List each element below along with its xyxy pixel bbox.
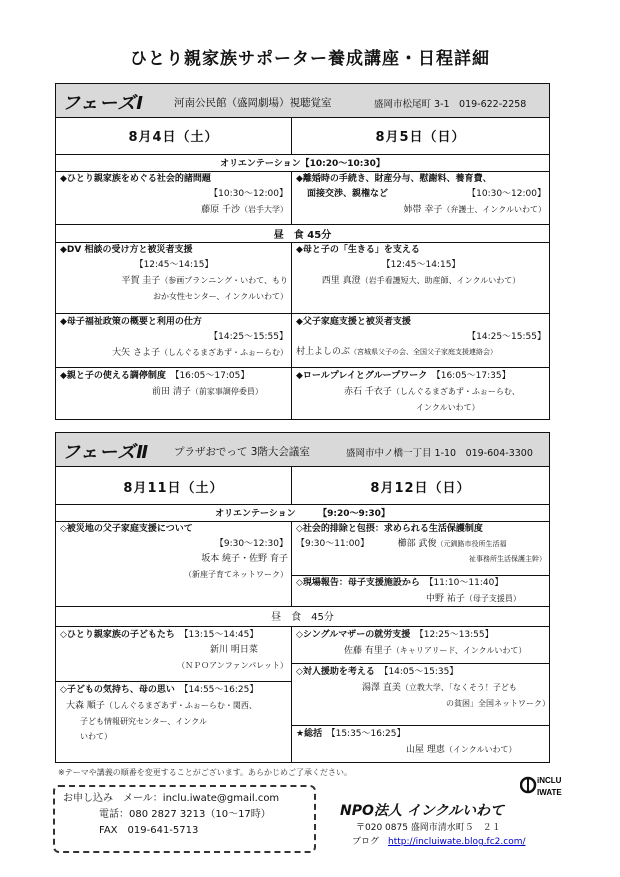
session-heading: ◇現場報告：母子支援施設から 【11:10～11:40】 (296, 578, 504, 588)
session-card (60, 172, 288, 218)
phase2-orientation: オリエンテーション 【9:20～9:30】 (215, 509, 390, 519)
session-affiliation: 祉事務所生活保護主幹） (469, 555, 546, 563)
session-affiliation: の貧困」全国ネットワーク） (446, 699, 550, 708)
blog-label: ブログ (352, 837, 380, 847)
session-affiliation: （新座子育てネットワーク） (184, 570, 288, 579)
session-speaker: 藤原 千沙（岩手大学） (201, 205, 288, 215)
session-card (60, 683, 288, 744)
session-card (296, 243, 546, 289)
session-speaker: 大森 順子（しんぐるまざあず・ふぉーらむ・関西、 (66, 701, 257, 711)
org-address: 〒020 0875 盛岡市清水町５ ２１ (356, 823, 501, 833)
phase1-header (56, 84, 549, 118)
phase2-panel (55, 432, 550, 763)
session-time: 【14:25～15:55】 (209, 332, 288, 342)
session-speaker: 大矢 さよ子（しんぐるまざあず・ふぉーらむ） (112, 348, 288, 358)
blog-link[interactable]: http://incluiwate.blog.fc2.com/ (388, 837, 526, 847)
contact-box (53, 785, 316, 853)
session-speaker: 坂本 純子・佐野 育子 (201, 554, 288, 564)
phase2-lunch: 昼 食 45分 (271, 612, 334, 623)
phase2-name: フェーズⅡ (62, 442, 150, 463)
phase1-orientation: オリエンテーション【10:20～10:30】 (220, 159, 385, 169)
session-speaker: 新川 明日菜 (210, 645, 258, 655)
session-speaker: 西里 真澄（岩手看護短大、助産師、インクルいわて） (321, 276, 521, 286)
phase2-day1: 8月11日（土） (123, 481, 224, 496)
session-card (60, 522, 288, 582)
session-card (296, 369, 546, 415)
session-card (296, 172, 546, 218)
inclu-logo-icon (520, 770, 570, 800)
session-speaker: 平賀 圭子（参画プランニング・いわて、もり (121, 276, 288, 286)
session-card (296, 576, 546, 607)
phase1-day1: 8月4日（土） (128, 130, 219, 145)
phase1-day2: 8月5日（日） (375, 130, 466, 145)
phase1-name: フェーズⅠ (62, 93, 144, 114)
session-title: ◆ひとり親家族をめぐる社会的諸問題 (60, 174, 211, 184)
session-affiliation: おか女性センター、インクルいわて） (153, 292, 288, 301)
session-title: ◇被災地の父子家庭支援について (60, 524, 193, 534)
session-card (60, 315, 288, 361)
session-title: ◇社会的排除と包摂：求められる生活保護制度 (296, 524, 483, 534)
session-time: 【10:30～12:00】 (467, 189, 546, 199)
session-time: 【9:30～12:30】 (214, 539, 288, 549)
session-heading: ◇ひとり親家族の子どもたち 【13:15～14:45】 (60, 630, 259, 640)
session-title-cont: 面接交渉、親権など (307, 189, 389, 199)
session-card (60, 369, 288, 400)
session-card (296, 727, 546, 758)
session-title: ◆DV 相談の受け方と被災者支援 (60, 245, 193, 255)
session-card (296, 315, 546, 360)
phase1-lunch: 昼 食 45分 (273, 230, 332, 241)
session-card (296, 665, 550, 711)
session-affiliation: いわて） (80, 732, 112, 741)
page-title: ひとり親家族サポーター養成講座・日程詳細 (130, 49, 490, 69)
session-time: 【12:45～14:15】 (381, 260, 461, 270)
session-card (60, 628, 288, 673)
session-affiliation: 子ども情報研究センター、インクル (80, 717, 207, 726)
session-heading: ◆ロールプレイとグループワーク 【16:05～17:35】 (296, 371, 511, 381)
session-speaker: 中野 祐子（母子支援員） (426, 594, 521, 604)
session-heading: ◇対人援助を考える 【14:05～15:35】 (296, 667, 459, 677)
inclu-logo (520, 770, 570, 800)
session-time: 【12:45～14:15】 (134, 260, 214, 270)
phase1-address: 盛岡市松尾町 3-1 019-622-2258 (374, 99, 527, 110)
session-heading: ◆親と子の使える調停制度 【16:05～17:05】 (60, 371, 250, 381)
phase2-venue: プラザおでって 3階大会議室 (174, 446, 310, 458)
session-line: 【9:30～11:00】 櫛部 武俊（元釧路市役所生活福 (296, 539, 507, 549)
contact-email[interactable]: お申し込み メール：inclu.iwate@gmail.com (63, 793, 280, 804)
session-speaker: 赤石 千衣子（しんぐるまざあず・ふぉーらむ、 (344, 387, 520, 397)
session-speaker: 山屋 理恵（インクルいわて） (406, 745, 517, 755)
phase2-address: 盛岡市中ノ橋一丁目 1-10 019-604-3300 (346, 448, 533, 459)
session-title: ◆母と子の「生きる」を支える (296, 245, 420, 255)
org-blog (352, 834, 526, 847)
schedule-note: ※テーマや講義の順番を変更することがございます。あらかじめご了承ください。 (58, 768, 353, 777)
svg-text:IWATE: IWATE (537, 788, 562, 797)
session-time: 【14:25～15:55】 (467, 332, 546, 342)
session-card (296, 522, 546, 567)
session-title: ◆離婚時の手続き、財産分与、慰謝料、養育費、 (296, 174, 492, 184)
session-heading: ◇子どもの気持ち、母の思い 【14:55～16:25】 (60, 685, 259, 695)
contact-phone: 電話：080 2827 3213（10～17時） (99, 809, 271, 820)
phase1-venue: 河南公民館（盛岡劇場）視聴覚室 (174, 97, 332, 109)
phase2-day2: 8月12日（日） (370, 481, 471, 496)
session-time: 【10:30～12:00】 (209, 189, 288, 199)
contact-fax: FAX 019-641-5713 (99, 825, 199, 836)
phase1-panel (55, 83, 550, 420)
session-speaker: 湯澤 直美（立教大学、「なくそう！子ども (362, 683, 517, 693)
session-speaker: 姉帯 幸子（弁護士、インクルいわて） (403, 205, 546, 215)
session-affiliation: インクルいわて） (416, 403, 480, 412)
session-card (296, 628, 546, 659)
org-name: NPO法人 インクルいわて (340, 803, 505, 819)
phase2-header (56, 433, 549, 467)
session-speaker: 佐藤 有里子（キャリアリード、インクルいわて） (344, 646, 527, 656)
session-speaker: 村上よしのぶ（宮城県父子の会、全国父子家庭支援連絡会） (296, 347, 498, 357)
svg-text:iNCLU: iNCLU (537, 776, 562, 785)
session-title: ◆父子家庭支援と被災者支援 (296, 317, 411, 327)
session-speaker: 前田 清子（前家事調停委員） (152, 387, 263, 397)
session-heading: ★総括 【15:35～16:25】 (296, 729, 406, 739)
session-affiliation: （ＮＰＯアンファンパレット） (177, 661, 288, 670)
session-card (60, 243, 288, 304)
session-heading: ◇シングルマザーの就労支援 【12:25～13:55】 (296, 630, 494, 640)
session-title: ◆母子福祉政策の概要と利用の仕方 (60, 317, 202, 327)
